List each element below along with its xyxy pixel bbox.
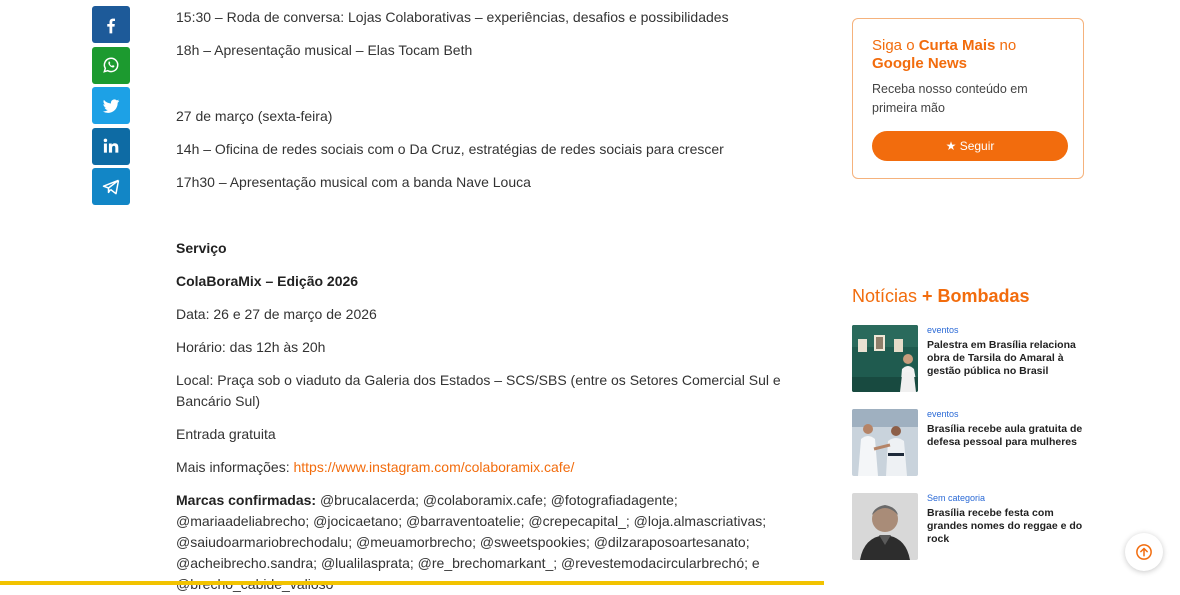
event-date: Data: 26 e 27 de março de 2026 [176,306,377,322]
whatsapp-share-button[interactable] [92,47,130,84]
twitter-share-button[interactable] [92,87,130,124]
most-read-heading: Notícias + Bombadas [852,286,1030,306]
service-heading: Serviço [176,240,227,256]
news-headline[interactable]: Palestra em Brasília relaciona obra de Tarsila do Amaral à gestão pública no Brasil [927,339,1076,377]
back-to-top-button[interactable] [1125,533,1163,571]
facebook-share-button[interactable] [92,6,130,43]
google-news-title: Siga o Curta Mais no Google News [872,37,1017,72]
schedule-item: 17h30 – Apresentação musical com a banda Nave Louca [176,174,531,190]
reading-progress-bar [0,581,824,585]
schedule-item: 18h – Apresentação musical – Elas Tocam Beth [176,42,473,58]
news-item[interactable] [852,409,1087,476]
event-title: ColaBoraMix – Edição 2026 [176,273,359,289]
event-entry: Entrada gratuita [176,426,276,442]
event-location: Local: Praça sob o viaduto da Galeria dos Estados – SCS/SBS (entre os Setores Comercial Sul e Bancário Sul) [176,372,781,409]
google-news-name: Google News [872,55,968,72]
google-news-card [852,18,1084,179]
brands-list: @brucalacerda; @colaboramix.cafe; @fotografiadagente; @mariaadeliabrecho; @jocicaetano; @barraventoatelie; @crepecapital_; @loja.almascriativas; @saiudoarmariobrechodalu; @meuamorbrecho; @sweetspookies; @dilzaraposoartesanato; @acheibrecho.sandra; @lualilasprata; @re_brechomarkant_; @revestemodacircularbrechó; e [176,492,767,571]
brands-label: Marcas confirmadas: [176,492,317,508]
follow-button[interactable]: ★ Seguir [872,131,1068,161]
news-item[interactable] [852,493,1087,560]
news-headline[interactable]: Brasília recebe aula gratuita de defesa pessoal para mulheres [927,423,1083,448]
news-category[interactable]: eventos [927,409,959,419]
more-info-label: Mais informações: [176,459,294,475]
schedule-item: 14h – Oficina de redes sociais com o Da Cruz, estratégias de redes sociais para crescer [176,141,724,157]
telegram-icon [101,177,121,197]
news-item[interactable] [852,325,1087,392]
news-thumbnail [852,325,918,392]
news-category[interactable]: Sem categoria [927,493,986,503]
telegram-share-button[interactable] [92,168,130,205]
news-headline[interactable]: Brasília recebe festa com grandes nomes do reggae e do rock [927,507,1083,545]
linkedin-icon [101,136,121,156]
brand-name: Curta Mais [918,37,996,54]
schedule-date: 27 de março (sexta-feira) [176,108,333,124]
twitter-icon [101,96,121,116]
linkedin-share-button[interactable] [92,128,130,165]
schedule-item: 15:30 – Roda de conversa: Lojas Colaborativas – experiências, desafios e possibilidades [176,9,729,25]
event-hours: Horário: das 12h às 20h [176,339,326,355]
confirmed-brands [176,490,801,595]
share-rail [92,6,130,209]
instagram-link[interactable]: https://www.instagram.com/colaboramix.cafe/ [293,459,575,475]
arrow-up-circle-icon [1135,543,1153,561]
more-info [176,457,806,478]
google-news-subtitle: Receba nosso conteúdo em primeira mão [872,82,1028,115]
whatsapp-icon [101,55,121,75]
news-thumbnail [852,493,918,560]
news-thumbnail [852,409,918,476]
facebook-icon [101,15,121,35]
news-category[interactable]: eventos [927,325,959,335]
